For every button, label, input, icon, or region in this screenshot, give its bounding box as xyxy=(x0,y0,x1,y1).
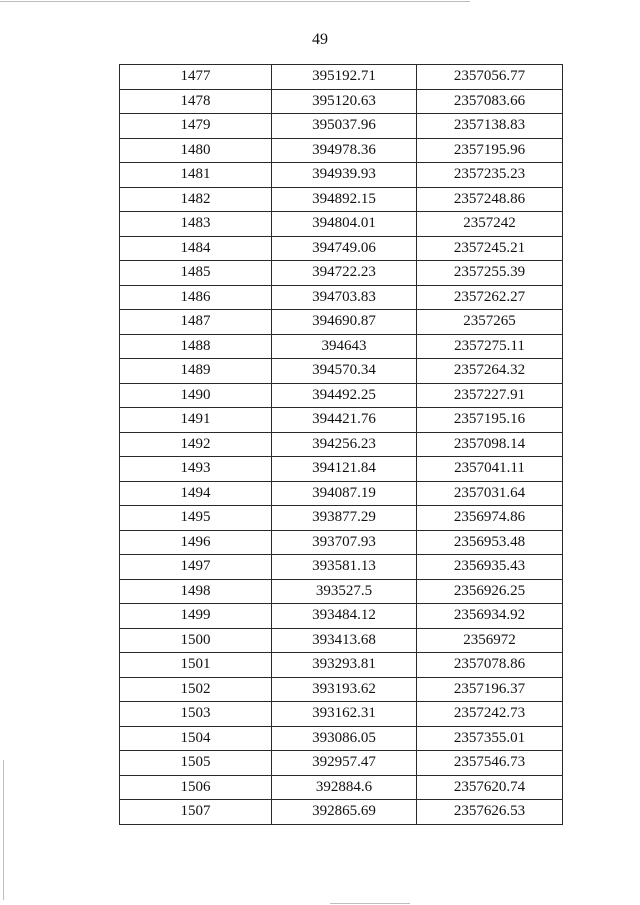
table-row xyxy=(120,163,563,188)
y-coordinate-cell: 2356953.48 xyxy=(417,530,563,555)
x-coordinate-cell: 394749.06 xyxy=(272,236,417,261)
scan-edge-bottom xyxy=(330,903,410,904)
scan-edge-left xyxy=(3,760,4,900)
y-coordinate-cell: 2357227.91 xyxy=(417,383,563,408)
x-coordinate-cell: 395120.63 xyxy=(272,89,417,114)
y-coordinate-cell: 2356934.92 xyxy=(417,604,563,629)
point-number-cell: 1481 xyxy=(120,163,272,188)
x-coordinate-cell: 394722.23 xyxy=(272,261,417,286)
table-row xyxy=(120,65,563,90)
point-number-cell: 1484 xyxy=(120,236,272,261)
point-number-cell: 1480 xyxy=(120,138,272,163)
y-coordinate-cell: 2357098.14 xyxy=(417,432,563,457)
coordinate-table xyxy=(119,64,563,825)
page-number: 49 xyxy=(312,31,328,48)
table-row xyxy=(120,359,563,384)
table-row xyxy=(120,530,563,555)
table-row xyxy=(120,506,563,531)
point-number-cell: 1502 xyxy=(120,677,272,702)
table-row xyxy=(120,408,563,433)
x-coordinate-cell: 394978.36 xyxy=(272,138,417,163)
x-coordinate-cell: 394690.87 xyxy=(272,310,417,335)
y-coordinate-cell: 2357626.53 xyxy=(417,800,563,825)
y-coordinate-cell: 2356972 xyxy=(417,628,563,653)
y-coordinate-cell: 2357265 xyxy=(417,310,563,335)
table-row xyxy=(120,114,563,139)
x-coordinate-cell: 393484.12 xyxy=(272,604,417,629)
x-coordinate-cell: 394643 xyxy=(272,334,417,359)
point-number-cell: 1497 xyxy=(120,555,272,580)
y-coordinate-cell: 2356974.86 xyxy=(417,506,563,531)
table-row xyxy=(120,751,563,776)
y-coordinate-cell: 2357195.16 xyxy=(417,408,563,433)
point-number-cell: 1504 xyxy=(120,726,272,751)
table-row xyxy=(120,579,563,604)
y-coordinate-cell: 2356935.43 xyxy=(417,555,563,580)
y-coordinate-cell: 2356926.25 xyxy=(417,579,563,604)
point-number-cell: 1491 xyxy=(120,408,272,433)
x-coordinate-cell: 394939.93 xyxy=(272,163,417,188)
y-coordinate-cell: 2357245.21 xyxy=(417,236,563,261)
point-number-cell: 1494 xyxy=(120,481,272,506)
point-number-cell: 1500 xyxy=(120,628,272,653)
x-coordinate-cell: 393527.5 xyxy=(272,579,417,604)
y-coordinate-cell: 2357355.01 xyxy=(417,726,563,751)
y-coordinate-cell: 2357056.77 xyxy=(417,65,563,90)
table-row xyxy=(120,457,563,482)
y-coordinate-cell: 2357078.86 xyxy=(417,653,563,678)
table-row xyxy=(120,555,563,580)
x-coordinate-cell: 394256.23 xyxy=(272,432,417,457)
point-number-cell: 1506 xyxy=(120,775,272,800)
point-number-cell: 1495 xyxy=(120,506,272,531)
y-coordinate-cell: 2357255.39 xyxy=(417,261,563,286)
point-number-cell: 1482 xyxy=(120,187,272,212)
table-row xyxy=(120,775,563,800)
point-number-cell: 1483 xyxy=(120,212,272,237)
y-coordinate-cell: 2357242 xyxy=(417,212,563,237)
y-coordinate-cell: 2357264.32 xyxy=(417,359,563,384)
x-coordinate-cell: 392884.6 xyxy=(272,775,417,800)
point-number-cell: 1486 xyxy=(120,285,272,310)
point-number-cell: 1503 xyxy=(120,702,272,727)
point-number-cell: 1507 xyxy=(120,800,272,825)
point-number-cell: 1493 xyxy=(120,457,272,482)
table-row xyxy=(120,628,563,653)
table-row xyxy=(120,481,563,506)
x-coordinate-cell: 394121.84 xyxy=(272,457,417,482)
x-coordinate-cell: 394421.76 xyxy=(272,408,417,433)
point-number-cell: 1479 xyxy=(120,114,272,139)
x-coordinate-cell: 394804.01 xyxy=(272,212,417,237)
y-coordinate-cell: 2357196.37 xyxy=(417,677,563,702)
point-number-cell: 1505 xyxy=(120,751,272,776)
x-coordinate-cell: 394492.25 xyxy=(272,383,417,408)
point-number-cell: 1485 xyxy=(120,261,272,286)
point-number-cell: 1478 xyxy=(120,89,272,114)
x-coordinate-cell: 393193.62 xyxy=(272,677,417,702)
x-coordinate-cell: 393162.31 xyxy=(272,702,417,727)
table-row xyxy=(120,702,563,727)
table-row xyxy=(120,383,563,408)
table-row xyxy=(120,604,563,629)
scan-edge-top xyxy=(0,1,470,2)
x-coordinate-cell: 394892.15 xyxy=(272,187,417,212)
x-coordinate-cell: 393086.05 xyxy=(272,726,417,751)
x-coordinate-cell: 394703.83 xyxy=(272,285,417,310)
point-number-cell: 1487 xyxy=(120,310,272,335)
table-row xyxy=(120,261,563,286)
x-coordinate-cell: 395192.71 xyxy=(272,65,417,90)
x-coordinate-cell: 392957.47 xyxy=(272,751,417,776)
x-coordinate-cell: 394087.19 xyxy=(272,481,417,506)
table-row xyxy=(120,138,563,163)
table-row xyxy=(120,89,563,114)
y-coordinate-cell: 2357138.83 xyxy=(417,114,563,139)
y-coordinate-cell: 2357041.11 xyxy=(417,457,563,482)
x-coordinate-cell: 393707.93 xyxy=(272,530,417,555)
y-coordinate-cell: 2357242.73 xyxy=(417,702,563,727)
point-number-cell: 1488 xyxy=(120,334,272,359)
table-row xyxy=(120,236,563,261)
table-row xyxy=(120,187,563,212)
x-coordinate-cell: 393293.81 xyxy=(272,653,417,678)
x-coordinate-cell: 393413.68 xyxy=(272,628,417,653)
point-number-cell: 1496 xyxy=(120,530,272,555)
point-number-cell: 1477 xyxy=(120,65,272,90)
x-coordinate-cell: 394570.34 xyxy=(272,359,417,384)
point-number-cell: 1490 xyxy=(120,383,272,408)
y-coordinate-cell: 2357620.74 xyxy=(417,775,563,800)
x-coordinate-cell: 392865.69 xyxy=(272,800,417,825)
table-row xyxy=(120,432,563,457)
point-number-cell: 1498 xyxy=(120,579,272,604)
y-coordinate-cell: 2357248.86 xyxy=(417,187,563,212)
table-row xyxy=(120,800,563,825)
y-coordinate-cell: 2357235.23 xyxy=(417,163,563,188)
y-coordinate-cell: 2357083.66 xyxy=(417,89,563,114)
table-row xyxy=(120,334,563,359)
table-row xyxy=(120,677,563,702)
table-row xyxy=(120,726,563,751)
y-coordinate-cell: 2357546.73 xyxy=(417,751,563,776)
point-number-cell: 1501 xyxy=(120,653,272,678)
y-coordinate-cell: 2357262.27 xyxy=(417,285,563,310)
table-row xyxy=(120,310,563,335)
x-coordinate-cell: 393581.13 xyxy=(272,555,417,580)
x-coordinate-cell: 395037.96 xyxy=(272,114,417,139)
table-body xyxy=(120,65,563,825)
table-row xyxy=(120,653,563,678)
table-row xyxy=(120,212,563,237)
y-coordinate-cell: 2357031.64 xyxy=(417,481,563,506)
table-row xyxy=(120,285,563,310)
point-number-cell: 1489 xyxy=(120,359,272,384)
point-number-cell: 1499 xyxy=(120,604,272,629)
y-coordinate-cell: 2357275.11 xyxy=(417,334,563,359)
y-coordinate-cell: 2357195.96 xyxy=(417,138,563,163)
point-number-cell: 1492 xyxy=(120,432,272,457)
x-coordinate-cell: 393877.29 xyxy=(272,506,417,531)
